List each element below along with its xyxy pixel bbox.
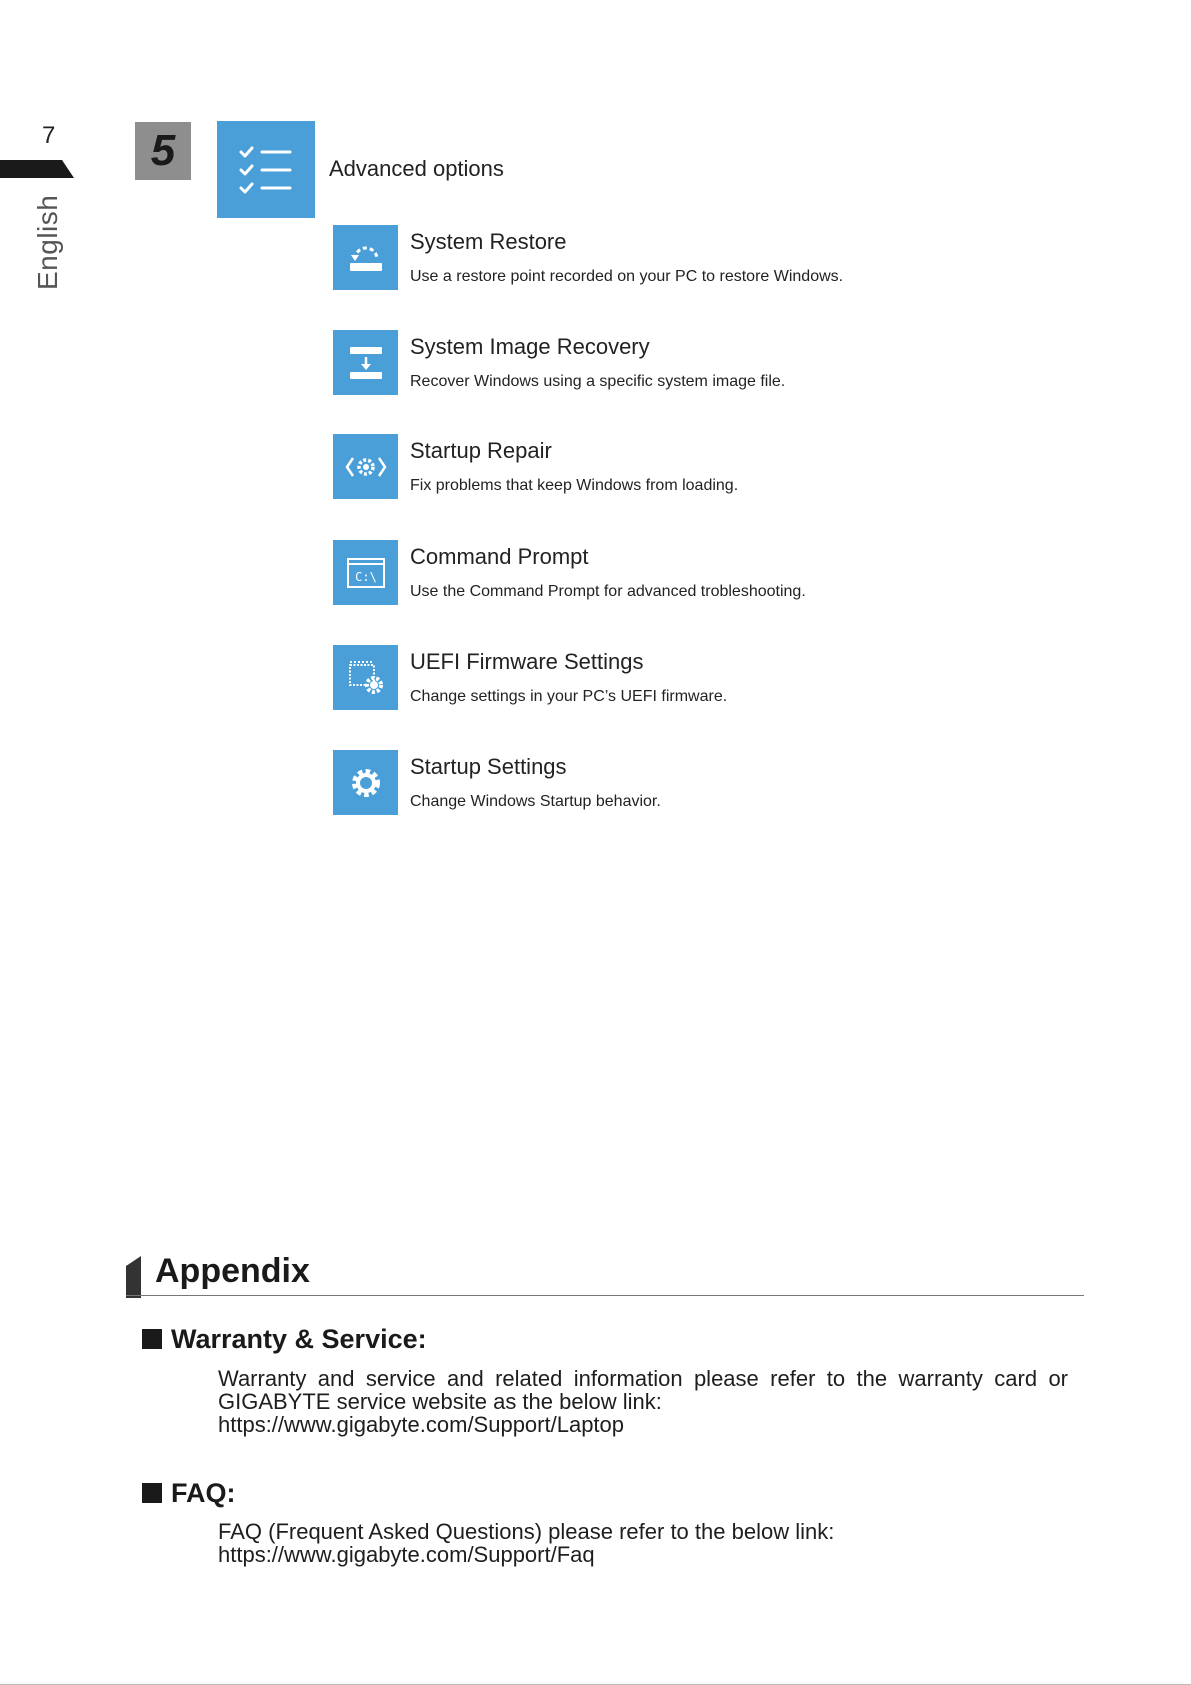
warranty-description: Warranty and service and related information please refer to the warranty card or GIGABYTE service website as the below link: bbox=[218, 1366, 1068, 1414]
faq-text bbox=[218, 1520, 1068, 1566]
system-image-recovery-icon bbox=[333, 330, 398, 395]
checklist-icon bbox=[217, 121, 315, 218]
option-title: UEFI Firmware Settings bbox=[410, 649, 644, 674]
option-title: Command Prompt bbox=[410, 544, 589, 569]
option-title: System Restore bbox=[410, 229, 567, 254]
uefi-firmware-icon bbox=[333, 645, 398, 710]
option-description: Use a restore point recorded on your PC to restore Windows. bbox=[410, 268, 844, 285]
bullet-square-icon bbox=[142, 1329, 162, 1349]
command-prompt-icon bbox=[333, 540, 398, 605]
appendix-divider bbox=[126, 1295, 1084, 1296]
warranty-link[interactable]: https://www.gigabyte.com/Support/Laptop bbox=[218, 1412, 625, 1437]
warranty-text bbox=[218, 1367, 1068, 1436]
faq-heading: FAQ: bbox=[171, 1478, 236, 1508]
option-title: Startup Settings bbox=[410, 754, 567, 779]
page-number: 7 bbox=[42, 122, 56, 149]
command-prompt-icon-text: C:\ bbox=[354, 569, 377, 584]
bullet-square-icon bbox=[142, 1483, 162, 1503]
advanced-options-title: Advanced options bbox=[329, 156, 504, 181]
startup-repair-icon bbox=[333, 434, 398, 499]
option-description: Recover Windows using a specific system image file. bbox=[410, 373, 786, 390]
language-label: English bbox=[32, 194, 63, 290]
startup-settings-icon bbox=[333, 750, 398, 815]
system-restore-icon bbox=[333, 225, 398, 290]
option-title: Startup Repair bbox=[410, 438, 552, 463]
faq-description: FAQ (Frequent Asked Questions) please refer to the below link: bbox=[218, 1519, 835, 1544]
step-number-badge: 5 bbox=[135, 122, 191, 180]
option-description: Change Windows Startup behavior. bbox=[410, 793, 661, 810]
language-tab-marker bbox=[0, 160, 74, 178]
appendix-tab-marker bbox=[126, 1256, 141, 1298]
appendix-title: Appendix bbox=[155, 1252, 310, 1290]
faq-link[interactable]: https://www.gigabyte.com/Support/Faq bbox=[218, 1542, 595, 1567]
option-description: Fix problems that keep Windows from loading. bbox=[410, 477, 739, 494]
option-description: Use the Command Prompt for advanced trobleshooting. bbox=[410, 583, 806, 600]
warranty-heading: Warranty & Service: bbox=[171, 1324, 427, 1354]
option-title: System Image Recovery bbox=[410, 334, 650, 359]
option-description: Change settings in your PC’s UEFI firmware. bbox=[410, 688, 728, 705]
